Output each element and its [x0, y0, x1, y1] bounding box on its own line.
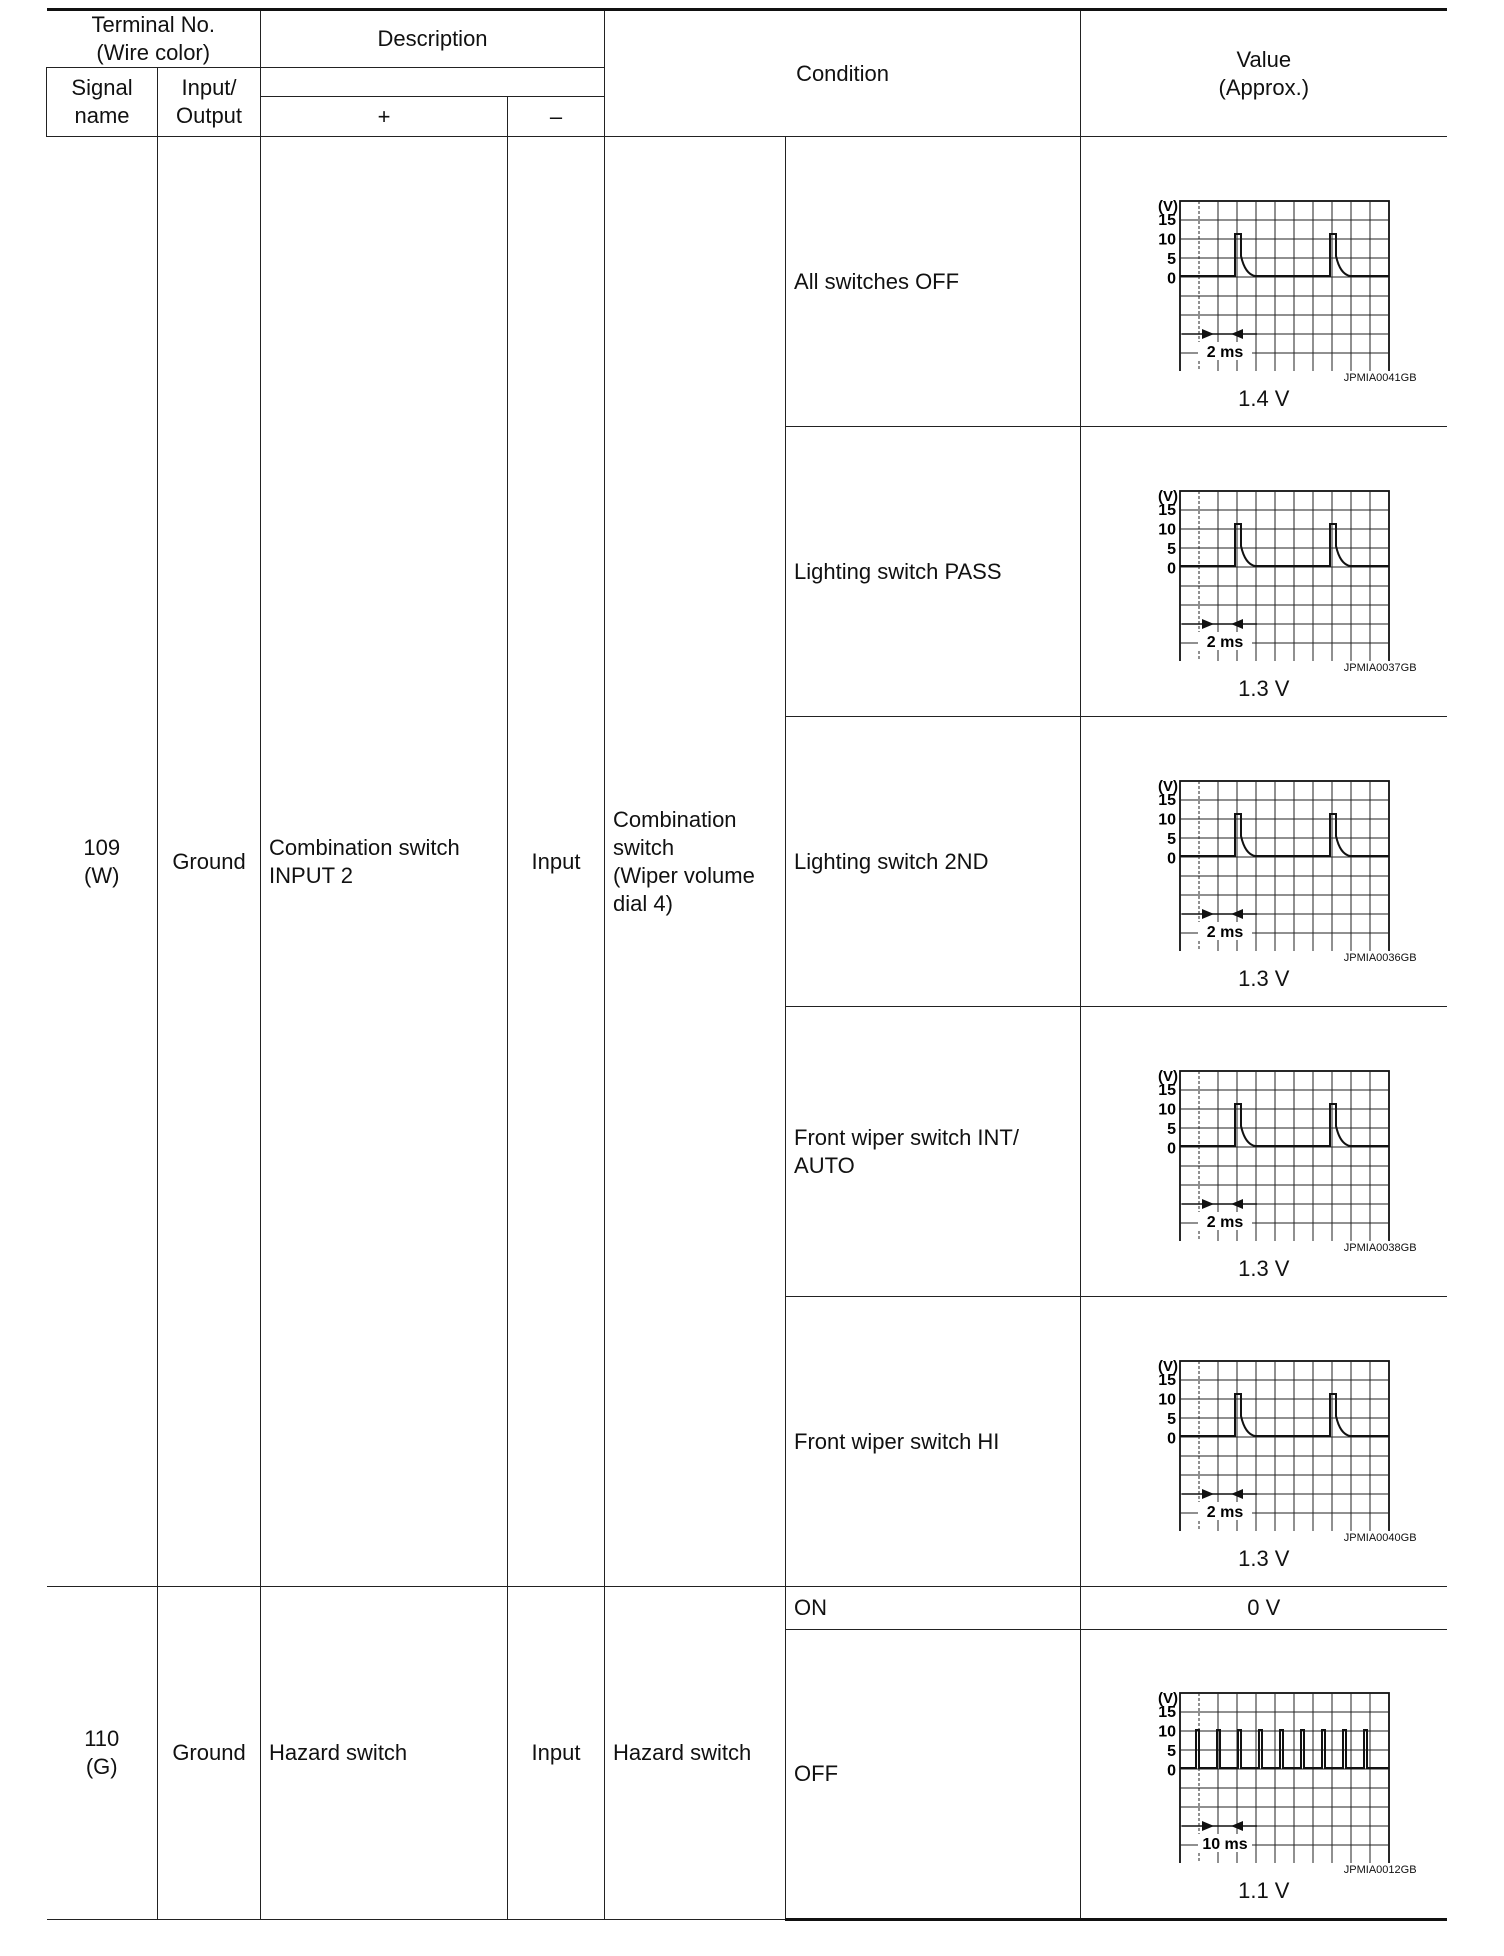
- value-cell: [1081, 137, 1447, 427]
- tick-label: 10: [1158, 1723, 1176, 1741]
- value-on: 0 V: [1081, 1587, 1447, 1630]
- time-scale-label: 2 ms: [1206, 923, 1244, 941]
- signal-trace: [1180, 1730, 1389, 1768]
- tick-label: 15: [1158, 1371, 1176, 1389]
- condition-110: Hazard switch: [605, 1587, 786, 1920]
- io-110: Input: [508, 1587, 605, 1920]
- tick-label: 5: [1166, 830, 1176, 848]
- state-off: OFF: [786, 1630, 1081, 1920]
- terminal-109: 109 (W): [47, 137, 158, 1587]
- signal-trace: [1180, 524, 1389, 566]
- tick-label: 5: [1166, 250, 1176, 268]
- arrow-right-icon: [1202, 909, 1214, 919]
- minus-terminal-110: Ground: [158, 1587, 261, 1920]
- figure-code: JPMIA0012GB: [1343, 1864, 1417, 1876]
- plus-header: +: [261, 97, 508, 137]
- value-label: 1.3 V: [1238, 1255, 1290, 1281]
- minus-terminal-109: Ground: [158, 137, 261, 1587]
- arrow-right-icon: [1202, 619, 1214, 629]
- value-label: 1.3 V: [1238, 675, 1290, 701]
- state-all-off: All switches OFF: [786, 137, 1081, 427]
- tick-label: 15: [1158, 501, 1176, 519]
- value-cell: [1081, 427, 1447, 717]
- tick-label: 15: [1158, 1081, 1176, 1099]
- terminal-no-header: Terminal No. (Wire color): [47, 10, 261, 68]
- state-on: ON: [786, 1587, 1081, 1630]
- signal-name-header: Signal name: [47, 68, 158, 137]
- tick-label: 0: [1166, 850, 1176, 867]
- figure-code: JPMIA0037GB: [1343, 661, 1417, 674]
- value-cell: [1081, 1630, 1447, 1920]
- value-label: 1.3 V: [1238, 965, 1290, 991]
- tick-label: 10: [1158, 811, 1176, 828]
- time-scale-label: 2 ms: [1206, 1503, 1244, 1521]
- arrow-right-icon: [1202, 1199, 1214, 1209]
- time-scale-label: 2 ms: [1206, 343, 1244, 361]
- figure-code: JPMIA0038GB: [1343, 1241, 1417, 1254]
- condition-109: Combination switch (Wiper volume dial 4): [605, 137, 786, 1587]
- tick-label: 5: [1166, 540, 1176, 558]
- signal-trace: [1180, 1104, 1389, 1146]
- state-wiper-int-auto: Front wiper switch INT/ AUTO: [786, 1007, 1081, 1297]
- tick-label: 5: [1166, 1743, 1176, 1760]
- value-cell: [1081, 1297, 1447, 1587]
- condition-header: Condition: [605, 10, 1081, 137]
- unit-label: (V): [1157, 777, 1178, 795]
- tick-label: 0: [1166, 1140, 1176, 1157]
- unit-label: (V): [1157, 1690, 1178, 1707]
- oscilloscope-figure: [1134, 1341, 1394, 1531]
- tick-label: 10: [1158, 231, 1176, 248]
- tick-label: 0: [1166, 1762, 1176, 1780]
- input-output-header: Input/ Output: [158, 68, 261, 137]
- figure-code: JPMIA0036GB: [1343, 951, 1417, 964]
- time-scale-label: 10 ms: [1202, 1836, 1248, 1853]
- signal-trace: [1180, 1394, 1389, 1436]
- tick-label: 15: [1158, 1704, 1176, 1721]
- arrow-right-icon: [1202, 1489, 1214, 1499]
- tick-label: 15: [1158, 791, 1176, 809]
- tick-label: 15: [1158, 211, 1176, 229]
- value-cell: [1081, 717, 1447, 1007]
- value-header: Value (Approx.): [1081, 10, 1447, 137]
- tick-label: 0: [1166, 270, 1176, 287]
- description-header: Description: [261, 10, 605, 68]
- value-label: 1.3 V: [1238, 1545, 1290, 1571]
- state-lighting-2nd: Lighting switch 2ND: [786, 717, 1081, 1007]
- unit-label: (V): [1157, 1067, 1178, 1085]
- oscilloscope-figure: [1134, 471, 1394, 661]
- signal-name-109: Combination switch INPUT 2: [261, 137, 508, 1587]
- value-label: 1.1 V: [1238, 1878, 1290, 1903]
- oscilloscope-figure: [1134, 1051, 1394, 1241]
- tick-label: 10: [1158, 521, 1176, 538]
- tick-label: 10: [1158, 1101, 1176, 1118]
- tick-label: 5: [1166, 1120, 1176, 1138]
- value-label: 1.4 V: [1238, 385, 1290, 411]
- terminal-table: [46, 8, 1447, 1921]
- oscilloscope-figure: [1134, 761, 1394, 951]
- unit-label: (V): [1157, 1357, 1178, 1375]
- state-wiper-hi: Front wiper switch HI: [786, 1297, 1081, 1587]
- minus-header: –: [508, 97, 605, 137]
- state-lighting-pass: Lighting switch PASS: [786, 427, 1081, 717]
- unit-label: (V): [1157, 197, 1178, 215]
- arrow-right-icon: [1202, 329, 1214, 339]
- oscilloscope-figure: [1134, 1673, 1394, 1863]
- signal-trace: [1180, 814, 1389, 856]
- io-109: Input: [508, 137, 605, 1587]
- figure-code: JPMIA0041GB: [1343, 371, 1417, 384]
- time-scale-label: 2 ms: [1206, 1213, 1244, 1231]
- tick-label: 0: [1166, 560, 1176, 577]
- oscilloscope-figure: [1134, 181, 1394, 371]
- tick-label: 0: [1166, 1430, 1176, 1447]
- figure-code: JPMIA0040GB: [1343, 1531, 1417, 1544]
- signal-trace: [1180, 234, 1389, 276]
- tick-label: 10: [1158, 1391, 1176, 1408]
- signal-name-110: Hazard switch: [261, 1587, 508, 1920]
- tick-label: 5: [1166, 1410, 1176, 1428]
- value-cell: [1081, 1007, 1447, 1297]
- arrow-right-icon: [1202, 1821, 1214, 1831]
- time-scale-label: 2 ms: [1206, 633, 1244, 651]
- unit-label: (V): [1157, 487, 1178, 505]
- terminal-110: 110 (G): [47, 1587, 158, 1920]
